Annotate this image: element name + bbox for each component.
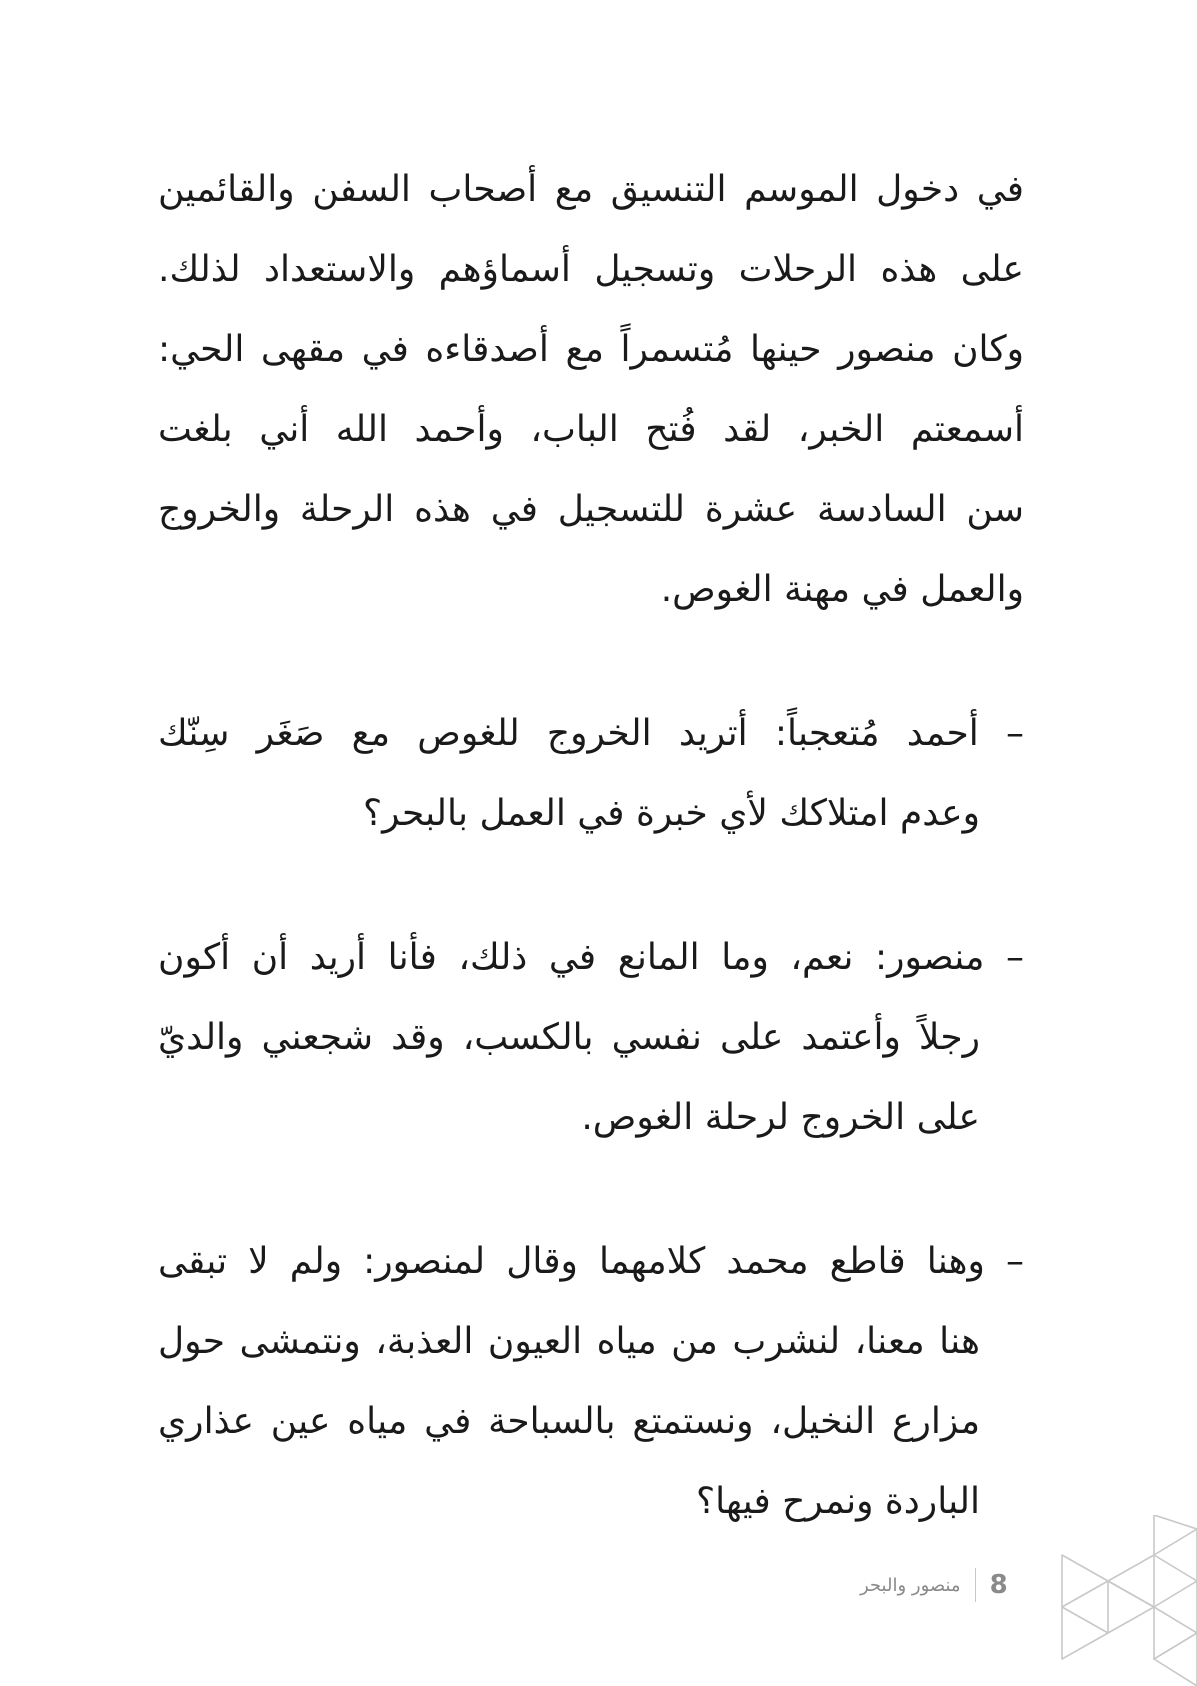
text-line: وعدم امتلاكك لأي خبرة في العمل بالبحر؟ [362,793,980,834]
body-text [158,150,1024,1542]
text-line: أسمعتم الخبر، لقد فُتح الباب، وأحمد الله أني بلغت [158,409,1024,450]
page-footer [860,1565,1008,1605]
text-line: سن السادسة عشرة للتسجيل في هذه الرحلة والخروج [158,489,1024,530]
text-line: – منصور: نعم، وما المانع في ذلك، فأنا أريد أن أكون [158,937,1024,978]
text-line: والعمل في مهنة الغوص. [660,569,1024,610]
text-line: في دخول الموسم التنسيق مع أصحاب السفن والقائمين [158,169,1024,210]
text-line: مزارع النخيل، ونستمتع بالسباحة في مياه عين عذاري [158,1401,980,1442]
paragraph-dialogue-mansour [158,918,1024,1158]
text-line: رجلاً وأعتمد على نفسي بالكسب، وقد شجعني والديّ [158,1017,980,1058]
paragraph-dialogue-ahmad [158,694,1024,854]
triangle-pattern-icon [1060,1515,1197,1686]
text-line: الباردة ونمرح فيها؟ [695,1481,980,1522]
text-line: وكان منصور حينها مُتسمراً مع أصدقاءه في مقهى الحي: [158,329,1024,370]
paragraph-dialogue-mohammed [158,1222,1024,1542]
book-title: منصور والبحر [860,1574,961,1596]
text-line: على هذه الرحلات وتسجيل أسماؤهم والاستعداد لذلك. [158,249,1024,290]
text-line: على الخروج لرحلة الغوص. [581,1097,980,1138]
paragraph-narration [158,150,1024,630]
text-line: هنا معنا، لنشرب من مياه العيون العذبة، ونتمشى حول [158,1321,980,1362]
footer-divider [975,1568,976,1602]
text-line: – وهنا قاطع محمد كلامهما وقال لمنصور: ولم لا تبقى [158,1241,1024,1282]
text-line: – أحمد مُتعجباً: أتريد الخروج للغوص مع صَغَر سِنّك [158,713,1024,754]
page-number: 8 [989,1570,1008,1600]
